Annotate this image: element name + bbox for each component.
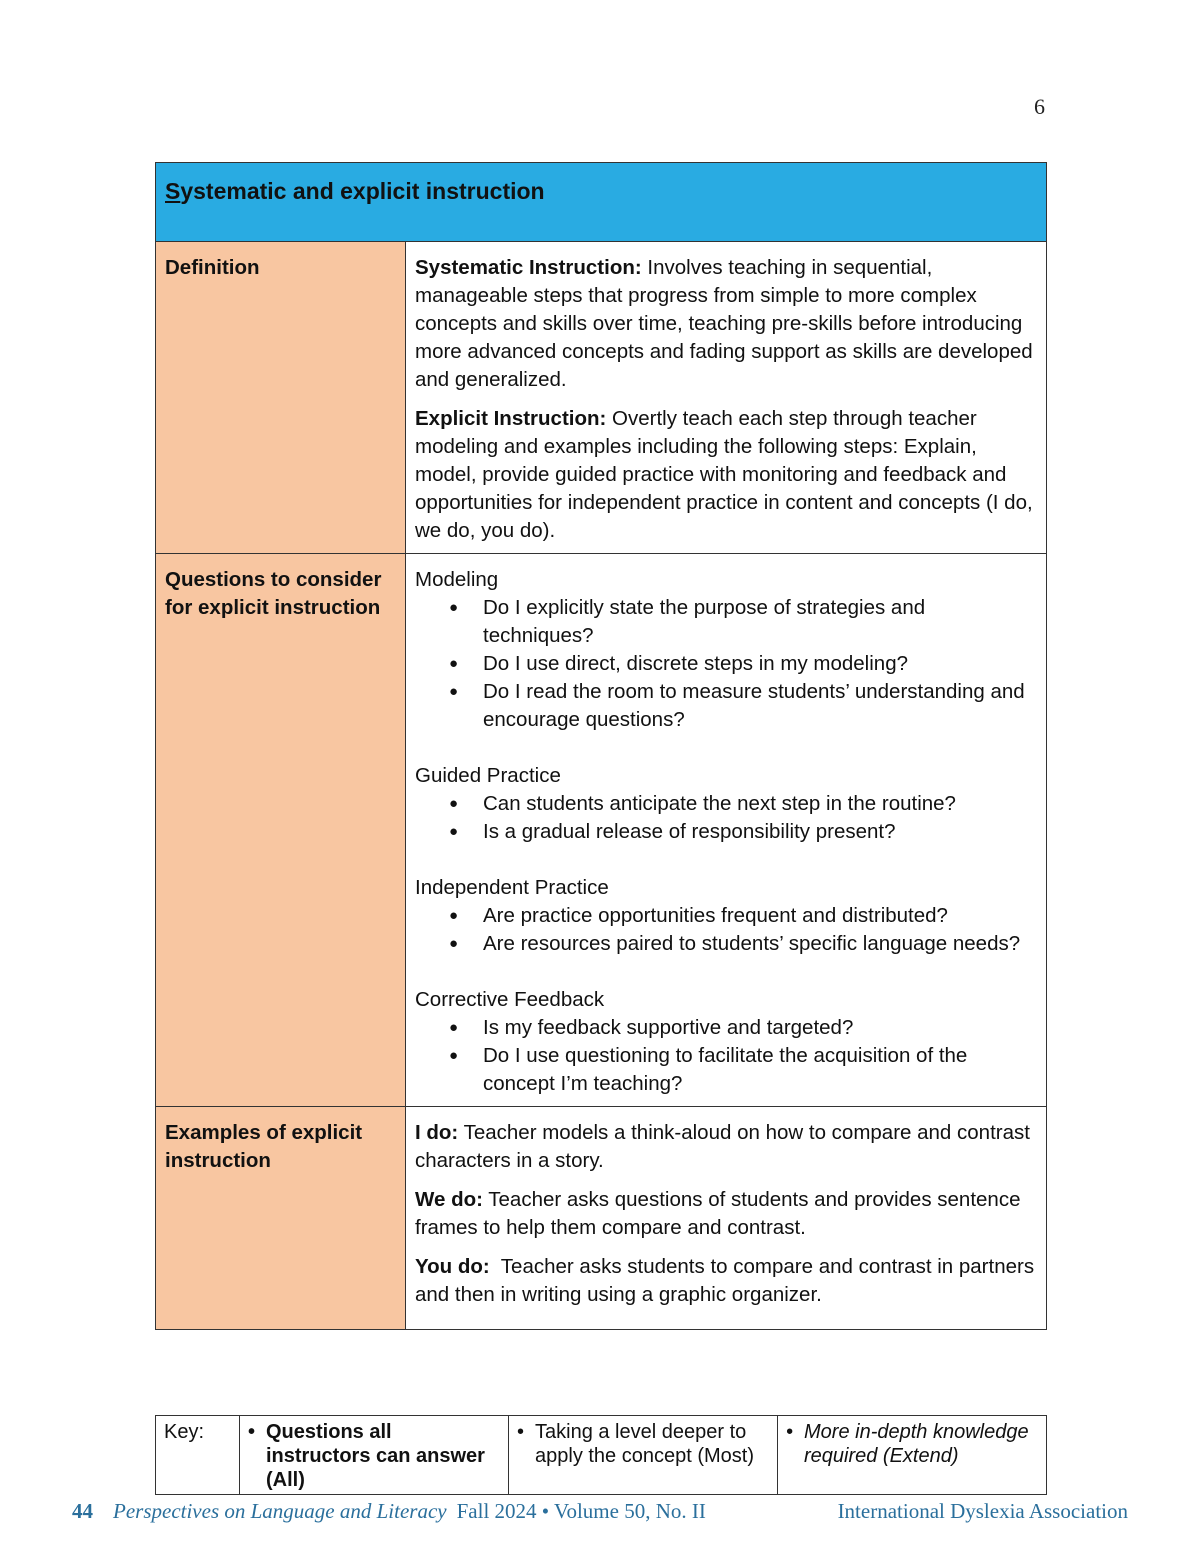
key-cell-most bbox=[509, 1416, 778, 1495]
row-label-cell bbox=[156, 242, 406, 554]
list-item: ● Can students anticipate the next step in the routine? bbox=[415, 790, 1036, 818]
list-item: ● Do I use direct, discrete steps in my modeling? bbox=[415, 650, 1036, 678]
definition-paragraph bbox=[415, 254, 1036, 394]
question-list bbox=[415, 594, 1036, 734]
list-item: ● Are resources paired to students’ specific language needs? bbox=[415, 930, 1036, 958]
key-item-extend: • More in-depth knowledge required (Extend) bbox=[786, 1420, 1038, 1468]
para-text: Involves teaching in sequential, manageable steps that progress from simple to more complex concepts and skills over time, teaching pre-skills before introducing more advanced concepts and fading support as skills are developed and generalized. bbox=[415, 256, 1033, 391]
list-item: ● Do I read the room to measure students’ understanding and encourage questions? bbox=[415, 678, 1036, 734]
group-title: Guided Practice bbox=[415, 764, 561, 787]
table-title-cell bbox=[156, 163, 1047, 242]
row-label-cell bbox=[156, 554, 406, 1107]
question-group-guided-practice bbox=[415, 762, 1036, 846]
footer-organization: International Dyslexia Association bbox=[837, 1499, 1128, 1523]
list-item: ● Do I explicitly state the purpose of strategies and techniques? bbox=[415, 594, 1036, 650]
para-lead: Systematic Instruction: bbox=[415, 256, 642, 279]
table-header-row bbox=[156, 163, 1047, 242]
question-group-corrective-feedback bbox=[415, 986, 1036, 1098]
table-title-first-letter: S bbox=[165, 178, 181, 204]
para-lead: Explicit Instruction: bbox=[415, 407, 607, 430]
list-item: ● Is a gradual release of responsibility present? bbox=[415, 818, 1036, 846]
key-item-most: • Taking a level deeper to apply the concept (Most) bbox=[517, 1420, 769, 1468]
group-title: Independent Practice bbox=[415, 876, 609, 899]
key-cell-all bbox=[240, 1416, 509, 1495]
example-paragraph bbox=[415, 1119, 1036, 1175]
definition-paragraph bbox=[415, 405, 1036, 545]
footer-journal-title: Perspectives on Language and Literacy bbox=[113, 1499, 447, 1523]
table-title-rest: ystematic and explicit instruction bbox=[180, 178, 545, 204]
question-list bbox=[415, 790, 1036, 846]
table-row-questions bbox=[156, 554, 1047, 1107]
row-label-questions: Questions to consider for explicit instruction bbox=[165, 568, 382, 619]
row-label-examples: Examples of explicit instruction bbox=[165, 1121, 363, 1172]
question-list bbox=[415, 1014, 1036, 1098]
para-text: Teacher asks students to compare and contrast in partners and then in writing using a graphic organizer. bbox=[415, 1255, 1040, 1306]
key-row bbox=[156, 1416, 1047, 1495]
table-title bbox=[156, 163, 1046, 205]
examples-content bbox=[406, 1107, 1047, 1330]
para-text: Teacher asks questions of students and provides sentence frames to help them compare and contrast. bbox=[415, 1188, 1021, 1239]
key-cell-extend bbox=[778, 1416, 1047, 1495]
key-table bbox=[155, 1415, 1047, 1495]
list-item: ● Do I use questioning to facilitate the acquisition of the concept I’m teaching? bbox=[415, 1042, 1036, 1098]
question-group-modeling bbox=[415, 566, 1036, 734]
example-paragraph bbox=[415, 1186, 1036, 1242]
para-text: Teacher models a think-aloud on how to compare and contrast characters in a story. bbox=[415, 1121, 1030, 1172]
definition-content bbox=[406, 242, 1047, 554]
page-number: 6 bbox=[1034, 94, 1045, 119]
question-list bbox=[415, 902, 1036, 958]
key-item-all: • Questions all instructors can answer (All) bbox=[248, 1420, 500, 1492]
para-lead: You do: bbox=[415, 1255, 490, 1278]
example-paragraph bbox=[415, 1253, 1040, 1309]
table-row-definition bbox=[156, 242, 1047, 554]
row-label-definition: Definition bbox=[165, 256, 260, 279]
list-item: ● Is my feedback supportive and targeted? bbox=[415, 1014, 1036, 1042]
instruction-table bbox=[155, 162, 1047, 1330]
key-label-cell bbox=[156, 1416, 240, 1495]
group-title: Corrective Feedback bbox=[415, 988, 605, 1011]
group-title: Modeling bbox=[415, 568, 499, 591]
questions-content bbox=[406, 554, 1047, 1107]
footer-issue: Fall 2024 • Volume 50, No. II bbox=[456, 1499, 706, 1523]
page-footer bbox=[72, 1499, 1128, 1524]
key-label: Key: bbox=[164, 1421, 205, 1443]
para-lead: We do: bbox=[415, 1188, 483, 1211]
footer-page-number: 44 bbox=[72, 1499, 93, 1523]
list-item: ● Are practice opportunities frequent and distributed? bbox=[415, 902, 1036, 930]
table-row-examples bbox=[156, 1107, 1047, 1330]
question-group-independent-practice bbox=[415, 874, 1036, 958]
para-text: Overtly teach each step through teacher modeling and examples including the following steps: Explain, model, provide guided practice with monitoring and feedback and opportunities for independent practice in content and concepts (I do, we do, you do). bbox=[415, 407, 1033, 542]
para-lead: I do: bbox=[415, 1121, 459, 1144]
row-label-cell bbox=[156, 1107, 406, 1330]
